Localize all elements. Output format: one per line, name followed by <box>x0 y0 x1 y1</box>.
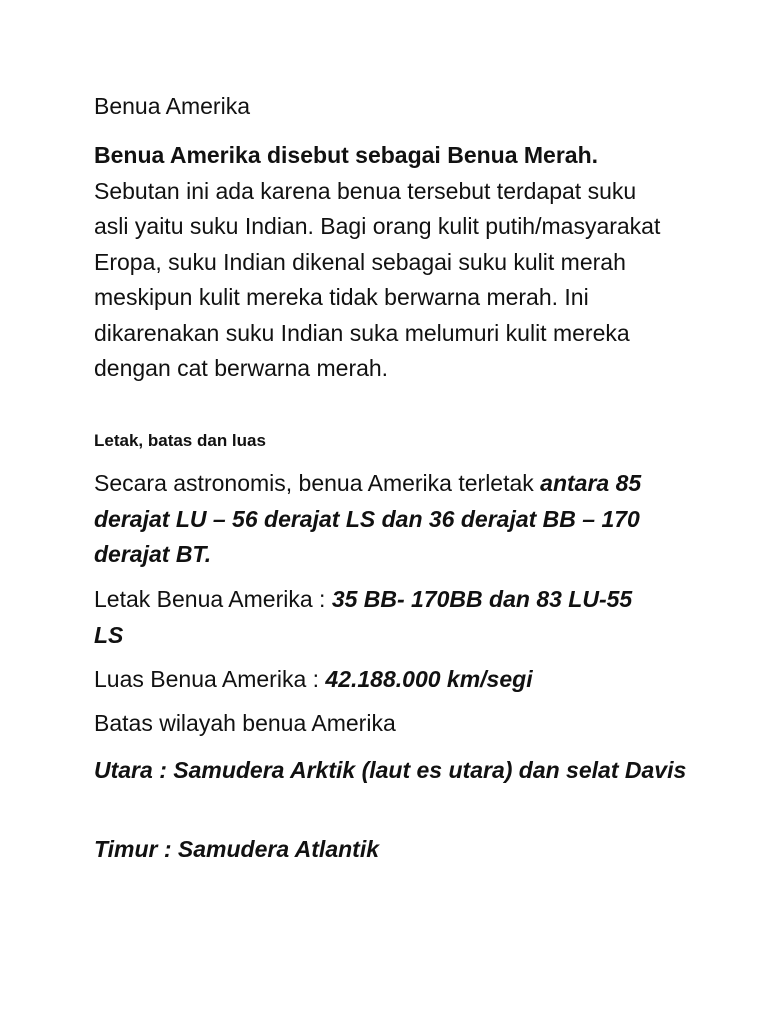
luas-value: 42.188.000 km/segi <box>325 666 533 692</box>
section-heading: Letak, batas dan luas <box>94 431 266 450</box>
astronomis-value: antara 85 derajat LU – 56 derajat LS dan 36 derajat BB – 170 derajat BT. <box>94 470 642 567</box>
luas-label: Luas Benua Amerika : <box>94 666 326 692</box>
batas-heading: Batas wilayah benua Amerika <box>94 710 396 736</box>
letak-label: Letak Benua Amerika : <box>94 586 332 612</box>
intro-lead: Benua Amerika disebut sebagai Benua Merah. <box>94 142 599 168</box>
batas-item-utara: Utara : Samudera Arktik (laut es utara) dan selat Davis <box>94 757 687 783</box>
batas-item-timur: Timur : Samudera Atlantik <box>94 836 380 862</box>
luas-paragraph <box>94 662 694 698</box>
intro-text: Sebutan ini ada karena benua tersebut terdapat suku asli yaitu suku Indian. Bagi orang kulit putih/masyarakat Eropa, suku Indian dikenal sebagai suku kulit merah meskipun kulit mereka tidak berwarna merah. Ini dikarenakan suku Indian suka melumuri kulit mereka dengan cat berwarna merah. <box>94 177 661 381</box>
letak-paragraph <box>94 582 654 653</box>
page-title: Benua Amerika <box>94 93 250 119</box>
letak-value: 35 BB- 170BB dan 83 LU-55 LS <box>94 586 633 648</box>
astronomis-text: Secara astronomis, benua Amerika terletak <box>94 470 541 496</box>
intro-paragraph <box>94 138 674 387</box>
astronomis-paragraph <box>94 466 654 573</box>
